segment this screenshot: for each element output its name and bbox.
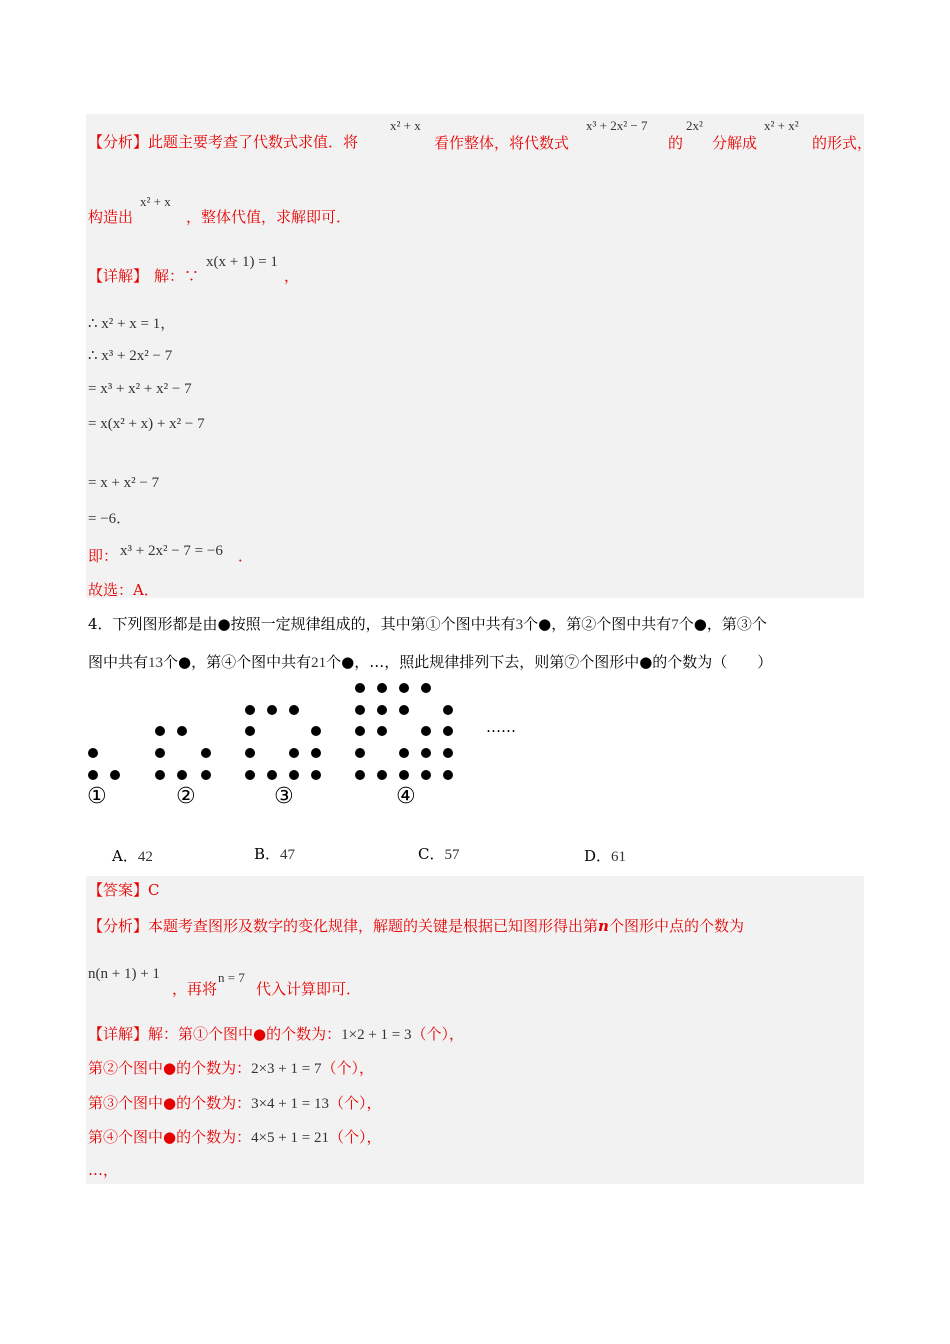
dot bbox=[88, 770, 98, 780]
dot bbox=[355, 770, 365, 780]
answer-value: C bbox=[148, 881, 160, 899]
dot bbox=[245, 748, 255, 758]
solution-step: = x + x² − 7 bbox=[88, 475, 160, 491]
question-text: 图中共有 bbox=[88, 653, 149, 671]
detail-prefix: 解：第①个图中●的个数为： bbox=[148, 1025, 342, 1043]
detail-prefix: 第③个图中●的个数为： bbox=[88, 1094, 252, 1112]
dot bbox=[289, 748, 299, 758]
question-line-1 bbox=[88, 614, 767, 635]
detail-suffix: （个）， bbox=[328, 1128, 382, 1146]
analysis-text: 的 bbox=[668, 134, 684, 152]
dot bbox=[377, 726, 387, 736]
dot bbox=[443, 726, 453, 736]
dot bbox=[399, 705, 409, 715]
question-text: 个●，第②个图中共有 bbox=[523, 615, 672, 633]
detail-expr: 2×3 + 1 = 7 bbox=[251, 1061, 322, 1077]
dot bbox=[267, 705, 277, 715]
analysis-tag: 【分析】 bbox=[88, 917, 149, 935]
expr-b: x³ + 2x² − 7 bbox=[586, 118, 648, 133]
dot bbox=[155, 726, 165, 736]
option-value: 47 bbox=[280, 847, 296, 863]
question-text: 个●，第④个图中共有 bbox=[163, 653, 312, 671]
detail-text: 解：∵ bbox=[154, 267, 200, 285]
analysis-text: 构造出 bbox=[88, 208, 134, 226]
answer-line bbox=[88, 880, 160, 900]
result-expr: x³ + 2x² − 7 = −6 bbox=[120, 543, 223, 559]
dot bbox=[201, 770, 211, 780]
figure-label-4: ④ bbox=[396, 784, 416, 809]
dot bbox=[289, 770, 299, 780]
question-text: 个●，…，照此规律排列下去，则第⑦个图形中●的个数为（ ） bbox=[326, 653, 773, 671]
dot bbox=[155, 748, 165, 758]
dot bbox=[443, 748, 453, 758]
dot bbox=[377, 770, 387, 780]
detail-prefix: 第④个图中●的个数为： bbox=[88, 1128, 252, 1146]
dot bbox=[421, 770, 431, 780]
detail-row-4 bbox=[88, 1127, 382, 1148]
detail-row-1 bbox=[88, 1024, 464, 1045]
detail-expr: 3×4 + 1 = 13 bbox=[251, 1096, 329, 1112]
analysis-text: 的形式， bbox=[812, 134, 873, 152]
solution-step: = −6． bbox=[88, 511, 132, 527]
count-1: 3 bbox=[515, 617, 524, 633]
dot bbox=[311, 748, 321, 758]
expr-d: x² + x² bbox=[764, 118, 799, 133]
count-3: 13 bbox=[148, 655, 164, 671]
analysis-text: 看作整体，将代数式 bbox=[434, 134, 570, 152]
dot bbox=[289, 705, 299, 715]
result-label: 即： bbox=[88, 547, 119, 565]
detail-tag: 【详解】 bbox=[88, 267, 149, 285]
dot bbox=[88, 748, 98, 758]
dot bbox=[399, 770, 409, 780]
dot bbox=[155, 770, 165, 780]
detail-comma: ， bbox=[284, 267, 300, 285]
detail-expr: x(x + 1) = 1 bbox=[206, 254, 278, 270]
solution-step: = x(x² + x) + x² − 7 bbox=[88, 416, 205, 432]
choose-answer: 故选：A． bbox=[88, 581, 159, 599]
solution-block-1 bbox=[86, 114, 864, 598]
detail-suffix: （个）， bbox=[321, 1059, 374, 1077]
dot bbox=[399, 683, 409, 693]
option-b[interactable] bbox=[254, 843, 295, 864]
dot bbox=[421, 748, 431, 758]
detail-suffix: （个）， bbox=[411, 1025, 465, 1043]
question-text: 下列图形都是由●按照一定规律组成的，其中第①个图中共有 bbox=[112, 615, 516, 633]
analysis-text: 个图形中点的个数为 bbox=[608, 917, 744, 935]
detail-expr: 4×5 + 1 = 21 bbox=[251, 1130, 329, 1146]
option-letter: C． bbox=[418, 845, 445, 863]
option-value: 57 bbox=[444, 847, 460, 863]
figure-ellipsis: …… bbox=[486, 718, 516, 736]
dot bbox=[245, 726, 255, 736]
count-2: 7 bbox=[671, 617, 679, 633]
question-text: 个●，第③个 bbox=[678, 615, 767, 633]
dot bbox=[267, 770, 277, 780]
dot bbox=[355, 683, 365, 693]
analysis-line-2 bbox=[88, 916, 744, 936]
analysis-n: n bbox=[598, 917, 609, 935]
expr-e: x² + x bbox=[140, 194, 171, 209]
option-letter: A． bbox=[112, 847, 138, 865]
question-line-2 bbox=[88, 652, 772, 673]
figure-label-1: ① bbox=[87, 784, 107, 809]
dot bbox=[311, 770, 321, 780]
dot bbox=[421, 726, 431, 736]
dot bbox=[399, 748, 409, 758]
dot bbox=[443, 705, 453, 715]
option-c[interactable] bbox=[418, 843, 459, 864]
detail-tag: 【详解】 bbox=[88, 1025, 149, 1043]
solution-step: = x³ + x² + x² − 7 bbox=[88, 381, 192, 397]
dot bbox=[377, 683, 387, 693]
figure-label-3: ③ bbox=[274, 784, 294, 809]
solution-step: ∴ x² + x = 1， bbox=[88, 316, 176, 332]
detail-row-3 bbox=[88, 1093, 382, 1114]
option-a[interactable] bbox=[112, 845, 153, 866]
dot bbox=[177, 726, 187, 736]
dot bbox=[355, 726, 365, 736]
option-value: 42 bbox=[137, 849, 153, 865]
dot bbox=[355, 705, 365, 715]
analysis-text: ，整体代值，求解即可． bbox=[186, 208, 352, 226]
dot bbox=[110, 770, 120, 780]
subst-expr: n = 7 bbox=[218, 970, 245, 985]
analysis-text: 本题考查图形及数字的变化规律，解题的关键是根据已知图形得出第 bbox=[148, 917, 599, 935]
detail-suffix: （个）， bbox=[328, 1094, 382, 1112]
expr-c: 2x² bbox=[686, 118, 703, 133]
analysis-line-1 bbox=[88, 132, 358, 152]
option-value: 61 bbox=[611, 849, 627, 865]
analysis-text: 分解成 bbox=[712, 134, 758, 152]
detail-row-2 bbox=[88, 1058, 374, 1079]
solution-step: ∴ x³ + 2x² − 7 bbox=[88, 348, 173, 364]
option-letter: B． bbox=[254, 845, 281, 863]
dot bbox=[355, 748, 365, 758]
detail-ellipsis: …， bbox=[88, 1161, 119, 1179]
result-period: ． bbox=[238, 547, 254, 565]
analysis-text: 此题主要考查了代数式求值．将 bbox=[148, 133, 359, 151]
option-d[interactable] bbox=[584, 845, 626, 866]
analysis-text: 代入计算即可． bbox=[256, 980, 362, 998]
dot bbox=[443, 770, 453, 780]
answer-tag: 【答案】 bbox=[88, 881, 149, 899]
dot bbox=[377, 705, 387, 715]
figure-label-2: ② bbox=[176, 784, 196, 809]
count-4: 21 bbox=[311, 655, 327, 671]
dot bbox=[311, 726, 321, 736]
dot bbox=[245, 770, 255, 780]
option-letter: D． bbox=[584, 847, 612, 865]
dot bbox=[421, 683, 431, 693]
question-number: 4． bbox=[88, 615, 113, 633]
analysis-text: ，再将 bbox=[172, 980, 218, 998]
dot bbox=[201, 748, 211, 758]
detail-expr: 1×2 + 1 = 3 bbox=[341, 1027, 412, 1043]
expr-a: x² + x bbox=[390, 118, 421, 133]
analysis-tag: 【分析】 bbox=[88, 133, 149, 151]
dot bbox=[177, 770, 187, 780]
dot bbox=[245, 705, 255, 715]
detail-prefix: 第②个图中●的个数为： bbox=[88, 1059, 252, 1077]
formula: n(n + 1) + 1 bbox=[88, 966, 160, 982]
